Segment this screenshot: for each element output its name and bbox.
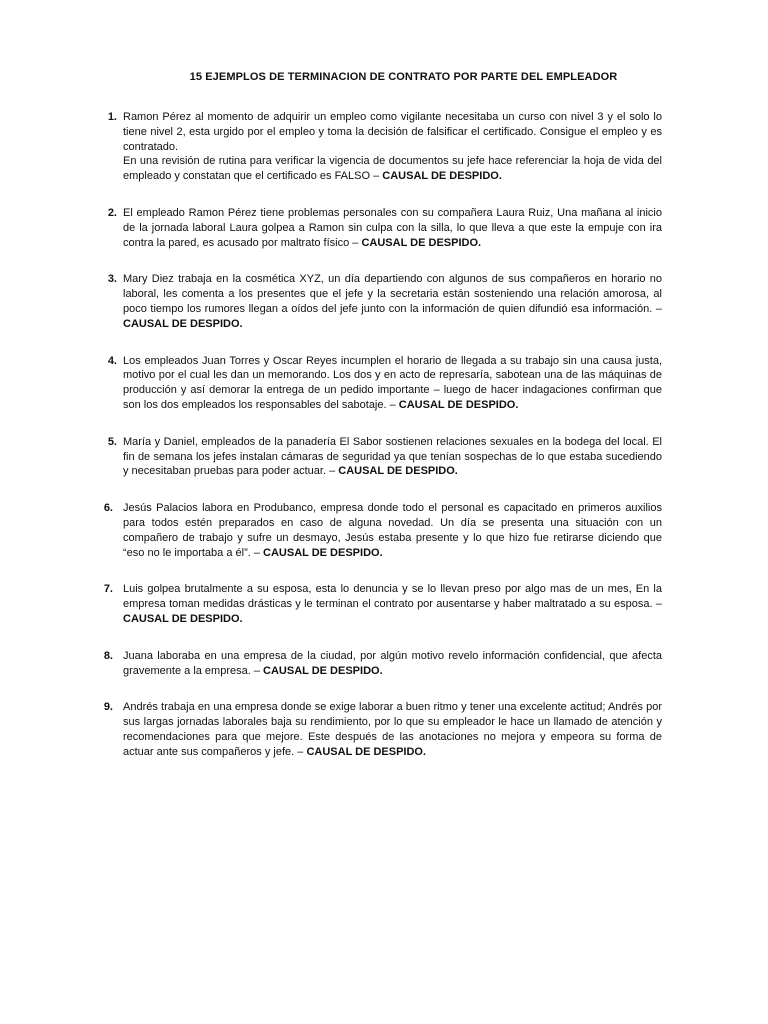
item-paragraph: En una revisión de rutina para verificar la vigencia de documentos su jefe hace referenciar la hoja de vida del empleado y constatan que el certificado es FALSO – xyxy=(123,155,662,183)
item-number: 9. xyxy=(103,701,113,714)
item-paragraph: Ramon Pérez al momento de adquirir un empleo como vigilante necesitaba un curso con nivel 3 y el solo lo tiene nivel 2, esta urgido por el empleo y toma la decisión de falsificar el certificado. Consigue el empleo y es contratado. xyxy=(123,111,662,153)
item-text xyxy=(123,700,662,759)
item-number: 7. xyxy=(103,583,113,596)
item-number: 4. xyxy=(107,354,117,367)
item-number: 6. xyxy=(103,502,113,515)
item-paragraph: Luis golpea brutalmente a su esposa, esta lo denuncia y se lo llevan preso por algo mas de un mes, En la empresa toman medidas drásticas y le terminan el contrato por ausentarse y haber maltratado a su esposa. – xyxy=(123,583,662,611)
list-item xyxy=(103,649,662,679)
item-number: 1. xyxy=(107,111,117,123)
item-text xyxy=(123,354,662,413)
causal-label: CAUSAL DE DESPIDO. xyxy=(398,398,519,411)
list-item xyxy=(107,272,662,331)
causal-label: CAUSAL DE DESPIDO. xyxy=(123,612,243,625)
causal-label: CAUSAL DE DESPIDO. xyxy=(263,664,383,677)
item-text xyxy=(123,435,662,479)
item-text xyxy=(123,649,662,679)
causal-label: CAUSAL DE DESPIDO. xyxy=(382,170,502,183)
item-paragraph: Jesús Palacios labora en Produbanco, empresa donde todo el personal es capacitado en primeros auxilios para todos estén preparados en caso de alguna novedad. Un día se presenta una situación con un compañero de trabajo y sufre un desmayo, Jesús estaba presente y lo que hizo fue retirarse diciendo que “eso no le importaba a él”. – xyxy=(123,502,662,559)
item-paragraph: Mary Diez trabaja en la cosmética XYZ, un día departiendo con algunos de sus compañeros en horario no laboral, les comenta a los presentes que el jefe y la secretaria están sosteniendo una relación amorosa, al poco tiempo los rumores llegan a oídos del jefe junto con la información de quien difundió esa información. – xyxy=(123,273,662,315)
item-number: 8. xyxy=(103,649,113,662)
list-item xyxy=(103,582,662,626)
document-title: 15 EJEMPLOS DE TERMINACION DE CONTRATO POR PARTE DEL EMPLEADOR xyxy=(189,71,618,83)
list-item xyxy=(107,110,662,184)
item-text xyxy=(123,272,662,331)
list-item xyxy=(107,354,662,413)
item-paragraph: Andrés trabaja en una empresa donde se exige laborar a buen ritmo y tener una excelente actitud; Andrés por sus largas jornadas laborales baja su rendimiento, por lo que su empleador le hace un llamado de atención y recomendaciones para que mejore. Este después de las anotaciones no mejora y empeora su forma de actuar ante sus compañeros y jefe. – xyxy=(123,701,662,758)
list-item xyxy=(107,206,662,250)
item-number: 2. xyxy=(107,206,117,219)
item-text xyxy=(123,206,662,250)
causal-label: CAUSAL DE DESPIDO. xyxy=(338,465,458,478)
item-paragraph: Los empleados Juan Torres y Oscar Reyes incumplen el horario de llegada a su trabajo sin una causa justa, motivo por el cual les dan un memorando. Los dos y en acto de represaría, sabotean una de las máquinas de producción y así demorar la entrega de un pedido importante – luego de hacer indagaciones confirman que son los dos empleados los responsables del sabotaje. – xyxy=(123,354,662,411)
examples-list xyxy=(103,110,662,760)
causal-label: CAUSAL DE DESPIDO. xyxy=(361,236,482,249)
item-paragraph: María y Daniel, empleados de la panadería El Sabor sostienen relaciones sexuales en la bodega del local. El fin de semana los jefes instalan cámaras de seguridad ya que tenían sospechas de lo que estaba sucediendo y necesitaban pruebas para poder actuar. – xyxy=(123,435,662,478)
item-paragraph: El empleado Ramon Pérez tiene problemas personales con su compañera Laura Ruiz, Una mañana al inicio de la jornada laboral Laura golpea a Ramon sin culpa con la silla, lo que lleva a que este la empuje con ira contra la pared, es acusado por maltrato físico – xyxy=(123,206,662,249)
item-text xyxy=(123,582,662,626)
causal-label: CAUSAL DE DESPIDO. xyxy=(306,745,427,758)
list-item xyxy=(103,501,662,560)
item-number: 3. xyxy=(107,273,117,286)
list-item xyxy=(107,435,662,479)
causal-label: CAUSAL DE DESPIDO. xyxy=(123,317,243,330)
item-paragraph: Juana laboraba en una empresa de la ciudad, por algún motivo revelo información confidencial, que afecta gravemente a la empresa. – xyxy=(123,649,662,677)
item-number: 5. xyxy=(107,435,117,448)
item-text xyxy=(123,501,662,560)
list-item xyxy=(103,700,662,759)
item-text xyxy=(123,110,662,184)
causal-label: CAUSAL DE DESPIDO. xyxy=(263,546,383,559)
